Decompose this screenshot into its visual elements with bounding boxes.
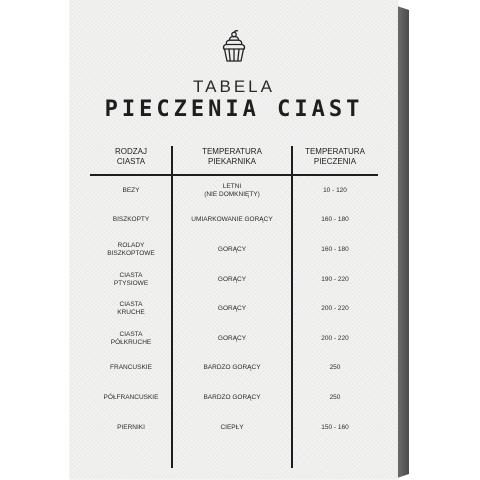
table-row	[90, 383, 378, 413]
cell-cake-type: CIASTA KRUCHE	[117, 301, 145, 317]
column-divider-1	[171, 146, 173, 468]
table-header	[90, 142, 378, 172]
cell-cake-type: ROLADY BISZKOPTOWE	[107, 241, 155, 257]
cell-baking-temperature: 10 - 120	[323, 186, 347, 194]
cell-baking-temperature: 160 - 180	[321, 216, 349, 224]
table-body	[90, 176, 378, 442]
header-baking-temperature: TEMPERATURA PIECZENIA	[305, 147, 365, 166]
cell-oven-temperature: GORĄCY	[217, 245, 247, 253]
title-line-2: PIECZENIA CIAST	[104, 97, 364, 122]
cell-baking-temperature: 190 - 220	[321, 275, 349, 283]
cell-oven-temperature: GORĄCY	[217, 275, 247, 283]
cell-baking-temperature: 250	[329, 393, 341, 401]
cell-oven-temperature: CIEPŁY	[220, 423, 244, 431]
cell-oven-temperature: BARDZO GORĄCY	[203, 364, 261, 372]
cell-oven-temperature: LETNI (NIE DOMKNIĘTY)	[204, 182, 260, 198]
cell-baking-temperature: 160 - 180	[321, 245, 349, 253]
cell-oven-temperature: GORĄCY	[217, 305, 247, 313]
cell-oven-temperature: GORĄCY	[217, 334, 247, 342]
table-row	[90, 294, 378, 324]
cell-cake-type: CIASTA PTYSIOWE	[113, 271, 149, 287]
table-row	[90, 265, 378, 295]
table-row	[90, 235, 378, 265]
cell-cake-type: BEZY	[122, 186, 140, 194]
table-row	[90, 206, 378, 236]
column-divider-2	[291, 146, 293, 468]
title-line-1: TABELA	[193, 77, 275, 96]
table-row	[90, 354, 378, 384]
cell-oven-temperature: UMIARKOWANIE GORĄCY	[191, 216, 273, 224]
cell-cake-type: PÓŁFRANCUSKIE	[103, 393, 159, 401]
header-oven-temperature: TEMPERATURA PIEKARNIKA	[202, 147, 262, 166]
table-row	[90, 176, 378, 206]
canvas-print	[70, 0, 398, 479]
cell-oven-temperature: BARDZO GORĄCY	[203, 393, 261, 401]
cell-cake-type: BISZKOPTY	[112, 216, 150, 224]
table-row	[90, 413, 378, 443]
cell-baking-temperature: 200 - 220	[321, 334, 349, 342]
cell-baking-temperature: 250	[329, 364, 341, 372]
cell-cake-type: CIASTA PÓŁKRUCHE	[110, 330, 152, 346]
cell-cake-type: FRANCUSKIE	[110, 364, 152, 372]
table-row	[90, 324, 378, 354]
header-cake-type: RODZAJ CIASTA	[115, 147, 147, 166]
canvas-side-edge	[397, 6, 409, 478]
cell-baking-temperature: 150 - 160	[321, 423, 349, 431]
cell-cake-type: PIERNIKI	[117, 423, 145, 431]
baking-table	[90, 142, 378, 442]
cupcake-icon	[217, 30, 251, 64]
cell-baking-temperature: 200 - 220	[321, 305, 349, 313]
